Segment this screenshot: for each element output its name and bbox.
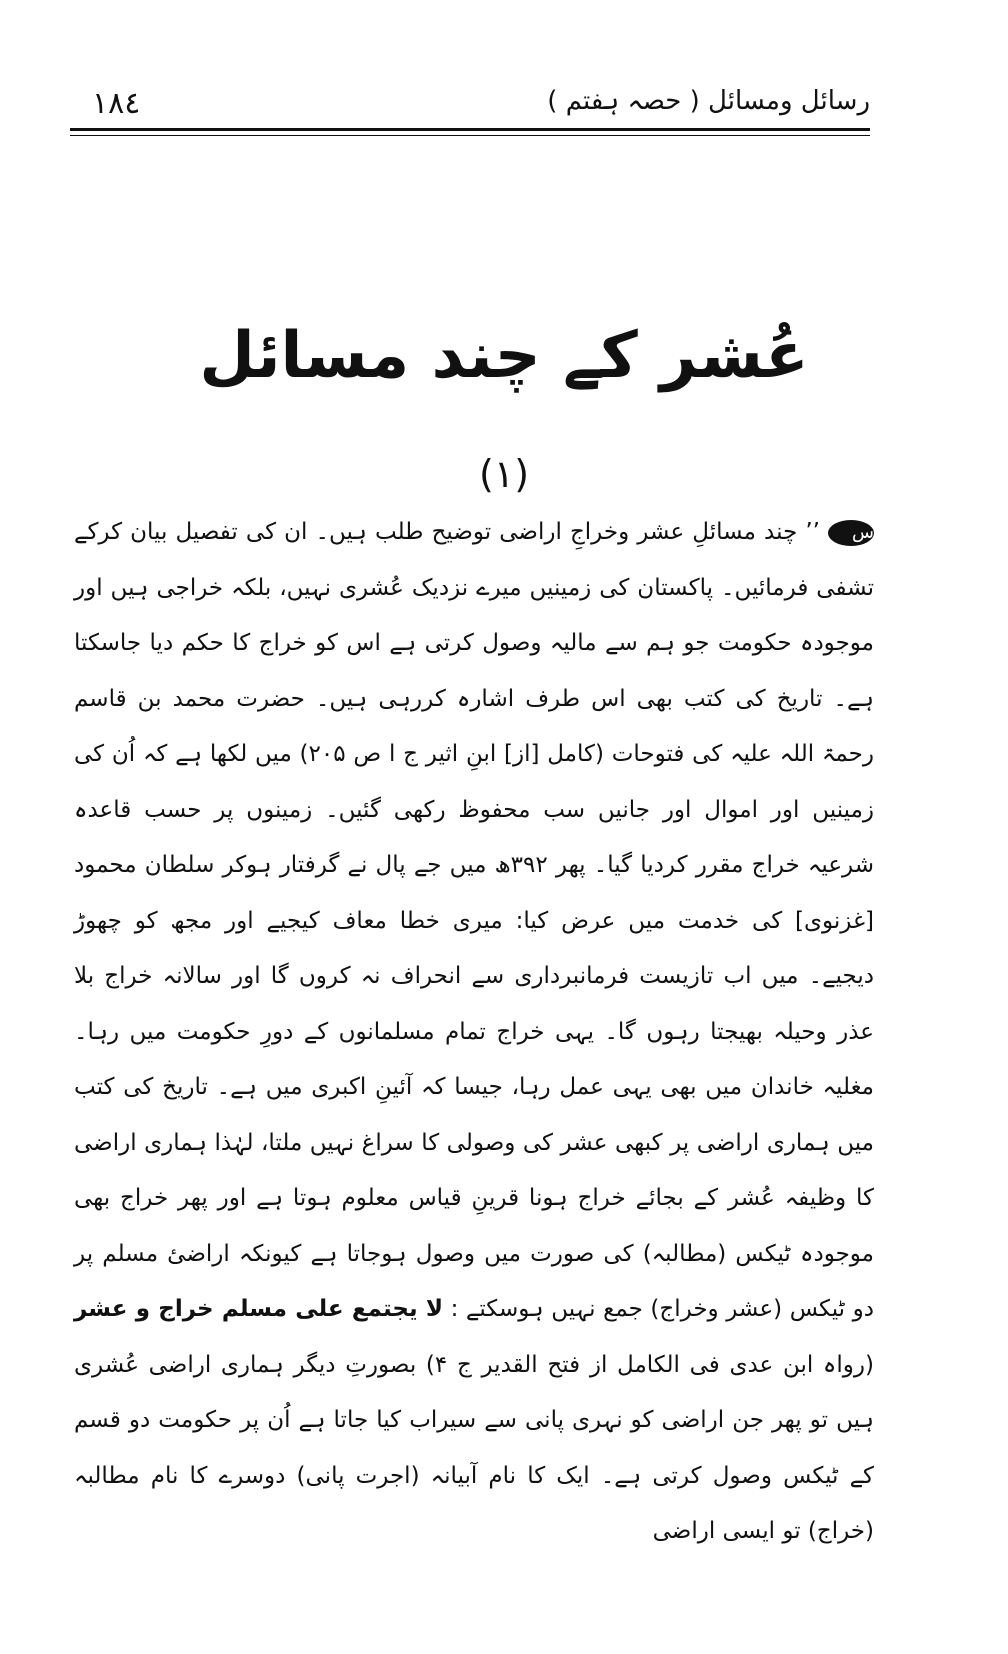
body-intro-text: ’’ چند مسائلِ عشر وخراجِ اراضی توضیح طلب ہیں۔ ان کی تفصیل بیان کرکے تشفی فرمائیں۔ پاکستان کی زمینیں میرے نزدیک عُشری نہیں، بلکہ خراجی ہیں اور موجودہ حکومت جو ہم سے مالیہ وصول کرتی ہے اس کو خراج کا حکم دیا جاسکتا ہے۔ تاریخ کی کتب بھی اس طرف اشارہ کررہی ہیں۔ حضرت محمد بن قاسم رحمۃ اللہ علیہ کی فتوحات (کامل [از] ابنِ اثیر ج ا ص ۲۰۵) میں لکھا ہے کہ اُن کی زمینیں اور اموال اور جانیں سب محفوظ رکھی گئیں۔ زمینوں پر حسب قاعدہ شرعیہ خراج مقرر کردیا گیا۔ پھر ۳۹۲ھ میں جے پال نے گرفتار ہوکر سلطان محمود [غزنوی] کی خدمت میں عرض کیا: میری خطا معاف کیجیے اور مجھ کو چھوڑ دیجیے۔ میں اب تازیست فرمانبرداری سے انحراف نہ کروں گا اور سالانہ خراج بلا عذر وحیلہ بھیجتا رہوں گا۔ یہی خراج تمام مسلمانوں کے دورِ حکومت میں رہا۔ مغلیہ خاندان میں بھی یہی عمل رہا، جیسا کہ آئینِ اکبری میں ہے۔ تاریخ کی کتب میں ہماری اراضی پر کبھی عشر کی وصولی کا سراغ نہیں ملتا، لہٰذا ہماری اراضی کا وظیفہ عُشر کے بجائے خراج ہونا قرینِ قیاس معلوم ہوتا ہے اور پھر خراج بھی موجودہ ٹیکس (مطالبہ) کی صورت میں وصول ہوجاتا ہے کیونکہ اراضیٔ مسلم پر دو ٹیکس (عشر وخراج) جمع نہیں ہوسکتے :	[74, 519, 875, 1322]
body-continuation-text: (رواہ ابن عدی فی الکامل از فتح القدیر ج ۴) بصورتِ دیگر ہماری اراضی عُشری ہیں تو پھر جن اراضی کو نہری پانی سے سیراب کیا جاتا ہے اُن پر حکومت دو قسم کے ٹیکس وصول کرتی ہے۔ ایک کا نام آبیانہ (اجرت پانی) دوسرے کا نام مطالبہ (خراج) تو ایسی اراضی	[74, 1351, 874, 1544]
chapter-title: عُشر کے چند مسائل	[199, 319, 809, 393]
running-header	[70, 76, 870, 126]
question-paragraph	[74, 505, 874, 1560]
arabic-hadith-quote: لا یجتمع علی مسلم خراج و عشر	[74, 1296, 443, 1322]
section-number: (١)	[478, 452, 530, 496]
question-marker-badge: س	[828, 520, 874, 546]
book-title: رسائل ومسائل ( حصہ ہفتم )	[547, 86, 870, 116]
header-rule-thin	[70, 135, 870, 136]
header-rule-thick	[70, 128, 870, 131]
page-number: ١٨٤	[92, 86, 141, 121]
